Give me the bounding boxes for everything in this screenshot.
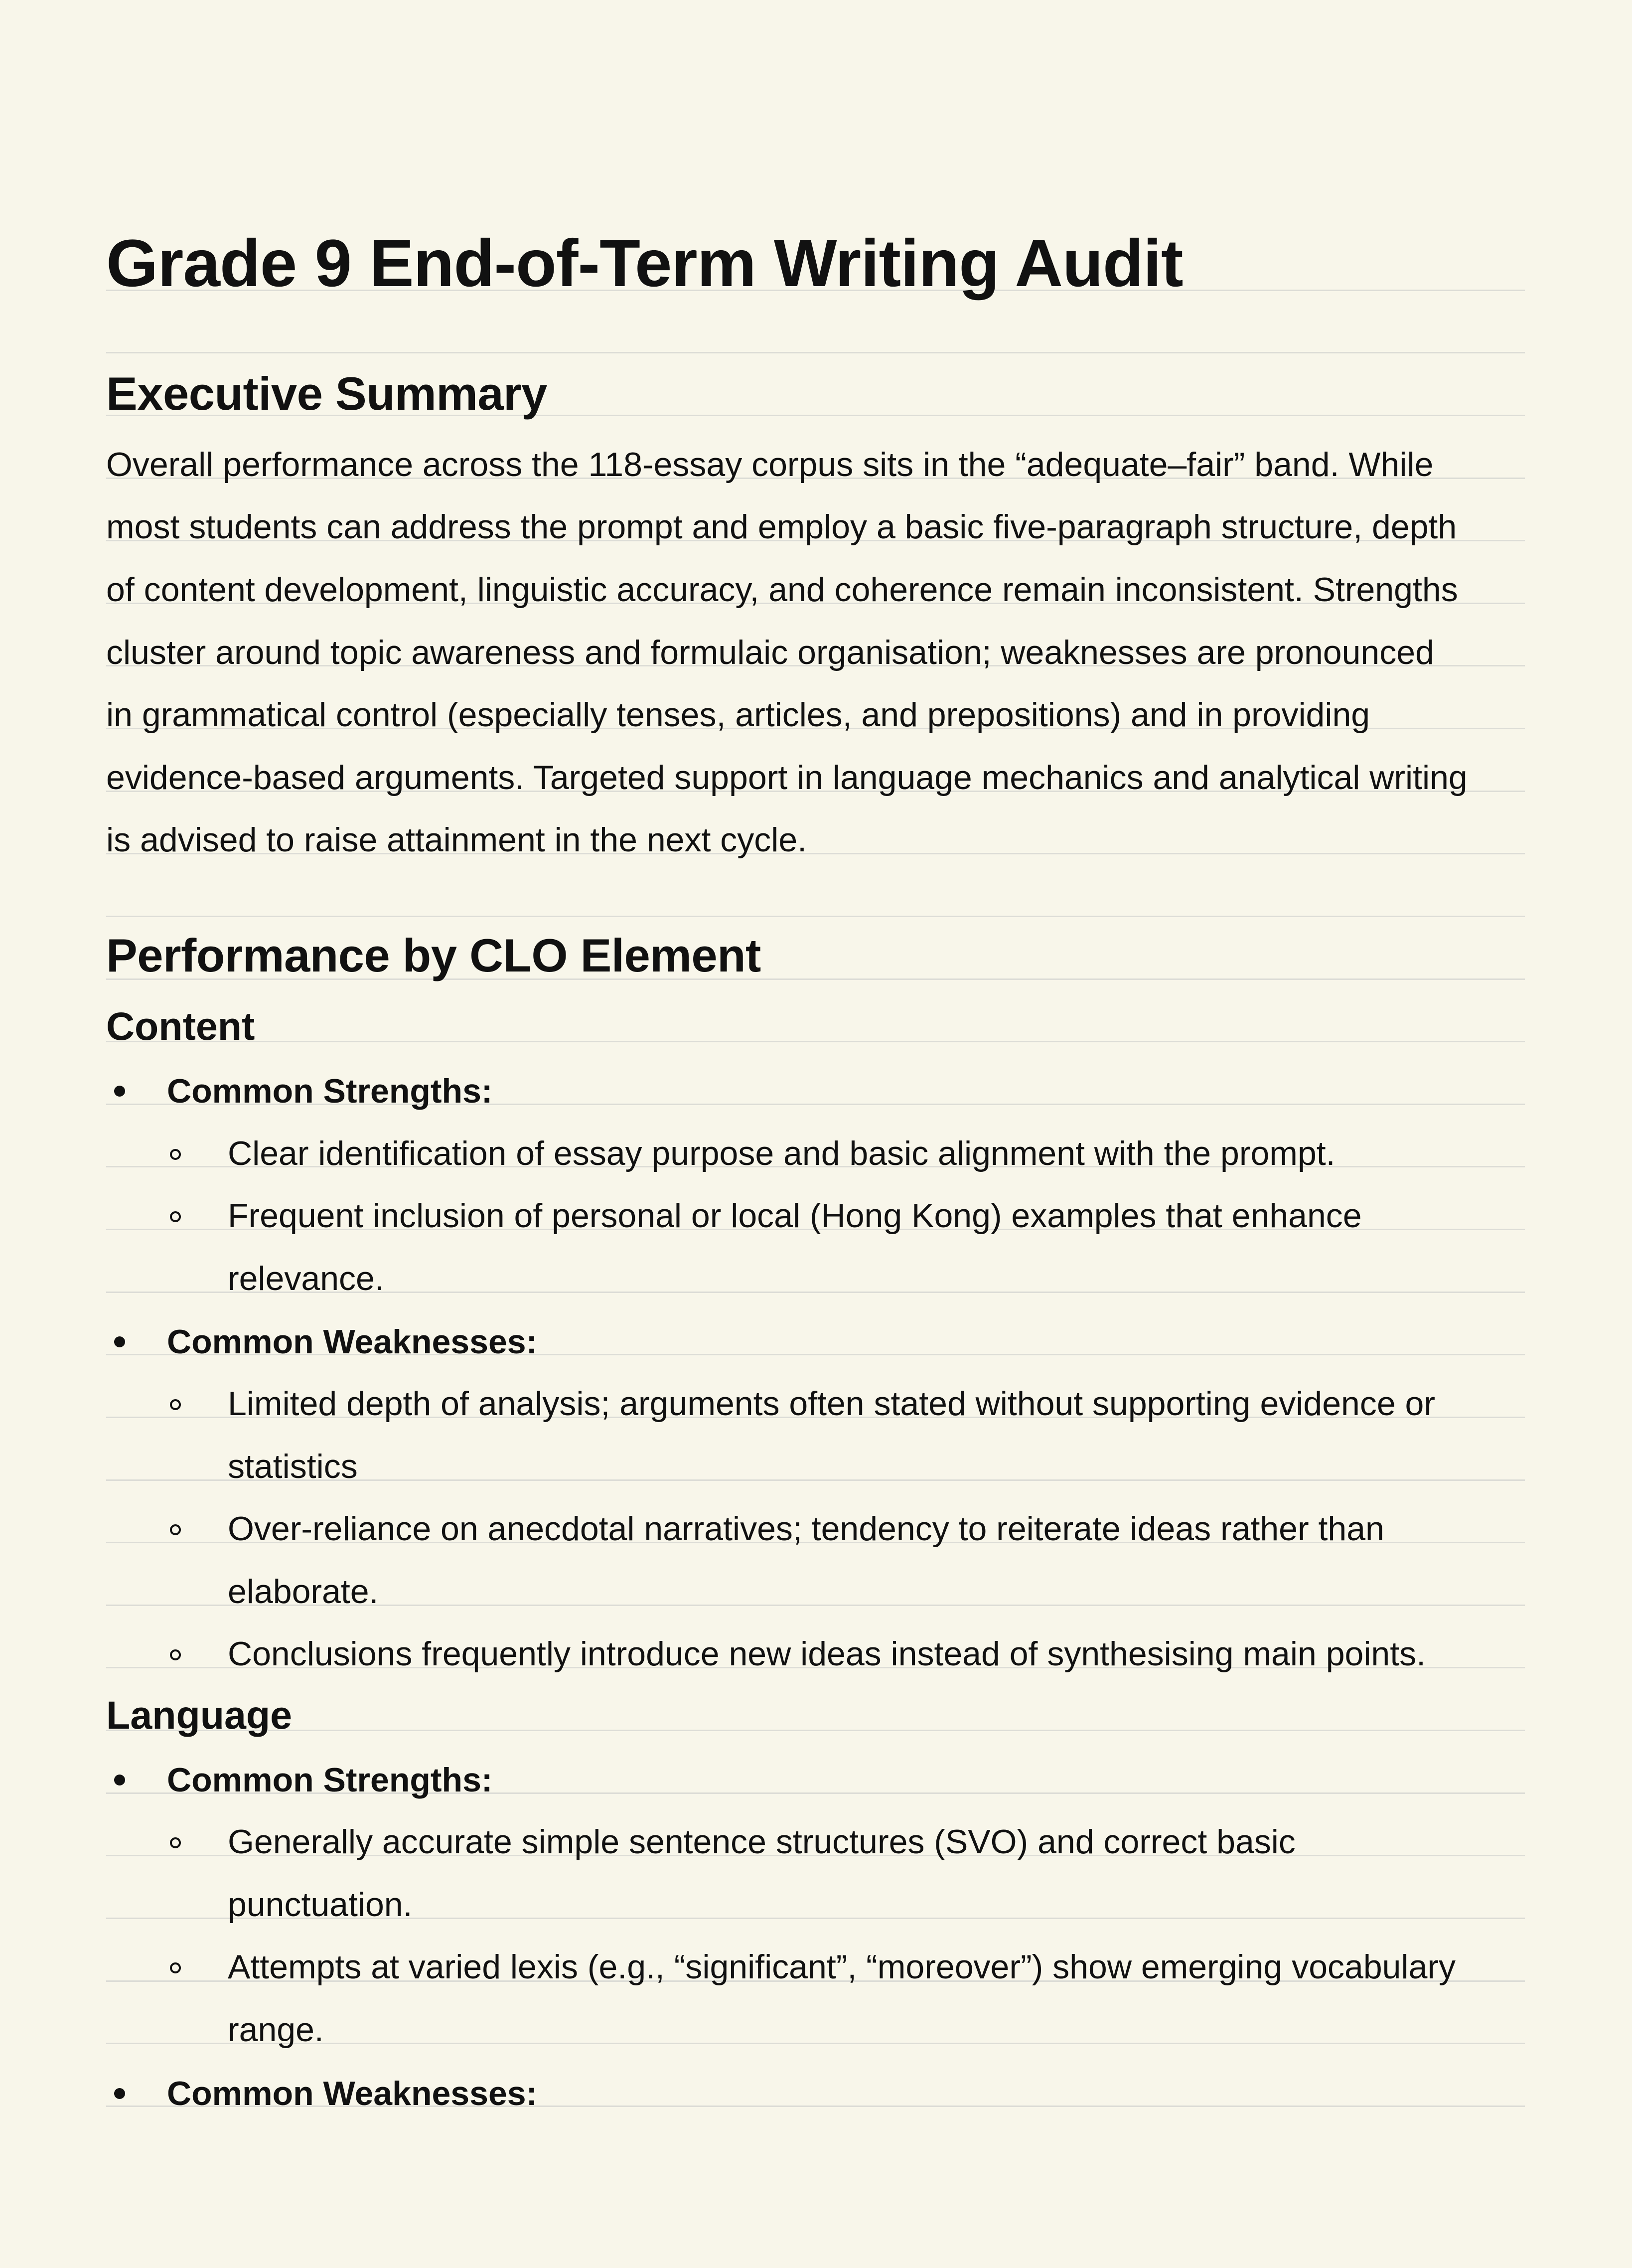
list-item: Limited depth of analysis; arguments often stated without supporting evidence or — [228, 1385, 1435, 1423]
bullet-disc-icon — [114, 1086, 125, 1097]
content-strengths-label: Common Strengths: — [167, 1072, 493, 1110]
bullet-circle-icon — [170, 1211, 181, 1222]
content-heading: Content — [106, 1004, 255, 1048]
summary-line: evidence-based arguments. Targeted support in language mechanics and analytical writing — [106, 759, 1468, 797]
bullet-disc-icon — [114, 1336, 125, 1347]
summary-line: Overall performance across the 118-essay corpus sits in the “adequate–fair” band. While — [106, 446, 1434, 484]
list-item: Generally accurate simple sentence structures (SVO) and correct basic — [228, 1823, 1296, 1861]
bullet-circle-icon — [170, 1524, 181, 1535]
list-item: Conclusions frequently introduce new ideas instead of synthesising main points. — [228, 1635, 1426, 1673]
list-item: Clear identification of essay purpose and basic alignment with the prompt. — [228, 1134, 1335, 1172]
bullet-circle-icon — [170, 1837, 181, 1848]
bullet-circle-icon — [170, 1962, 181, 1973]
list-item: Attempts at varied lexis (e.g., “significant”, “moreover”) show emerging vocabulary — [228, 1948, 1456, 1986]
list-item-continuation: relevance. — [228, 1260, 384, 1297]
language-strengths-label: Common Strengths: — [167, 1761, 493, 1799]
summary-line: of content development, linguistic accuracy, and coherence remain inconsistent. Strengths — [106, 571, 1458, 609]
bullet-disc-icon — [114, 1775, 125, 1785]
list-item-continuation: statistics — [228, 1448, 358, 1485]
summary-line: cluster around topic awareness and formulaic organisation; weaknesses are pronounced — [106, 634, 1434, 671]
bullet-disc-icon — [114, 2088, 125, 2099]
summary-line: is advised to raise attainment in the next cycle. — [106, 821, 807, 859]
page-title: Grade 9 End-of-Term Writing Audit — [106, 226, 1183, 301]
executive-summary-heading: Executive Summary — [106, 367, 547, 420]
performance-heading: Performance by CLO Element — [106, 929, 761, 981]
list-item: Frequent inclusion of personal or local (Hong Kong) examples that enhance — [228, 1197, 1362, 1235]
list-item-continuation: punctuation. — [228, 1886, 413, 1924]
language-weaknesses-label: Common Weaknesses: — [167, 2075, 538, 2112]
content-weaknesses-label: Common Weaknesses: — [167, 1323, 538, 1361]
rule-line — [106, 352, 1525, 353]
bullet-circle-icon — [170, 1399, 181, 1410]
document-page — [106, 0, 1525, 2268]
bullet-circle-icon — [170, 1149, 181, 1160]
summary-line: most students can address the prompt and employ a basic five-paragraph structure, depth — [106, 508, 1457, 546]
rule-line — [106, 1730, 1525, 1731]
language-heading: Language — [106, 1693, 293, 1737]
bullet-circle-icon — [170, 1649, 181, 1660]
rule-line — [106, 1041, 1525, 1042]
rule-line — [106, 916, 1525, 917]
summary-line: in grammatical control (especially tenses, articles, and prepositions) and in providing — [106, 696, 1370, 734]
list-item-continuation: elaborate. — [228, 1573, 379, 1611]
list-item: Over-reliance on anecdotal narratives; tendency to reiterate ideas rather than — [228, 1510, 1384, 1548]
list-item-continuation: range. — [228, 2011, 324, 2049]
